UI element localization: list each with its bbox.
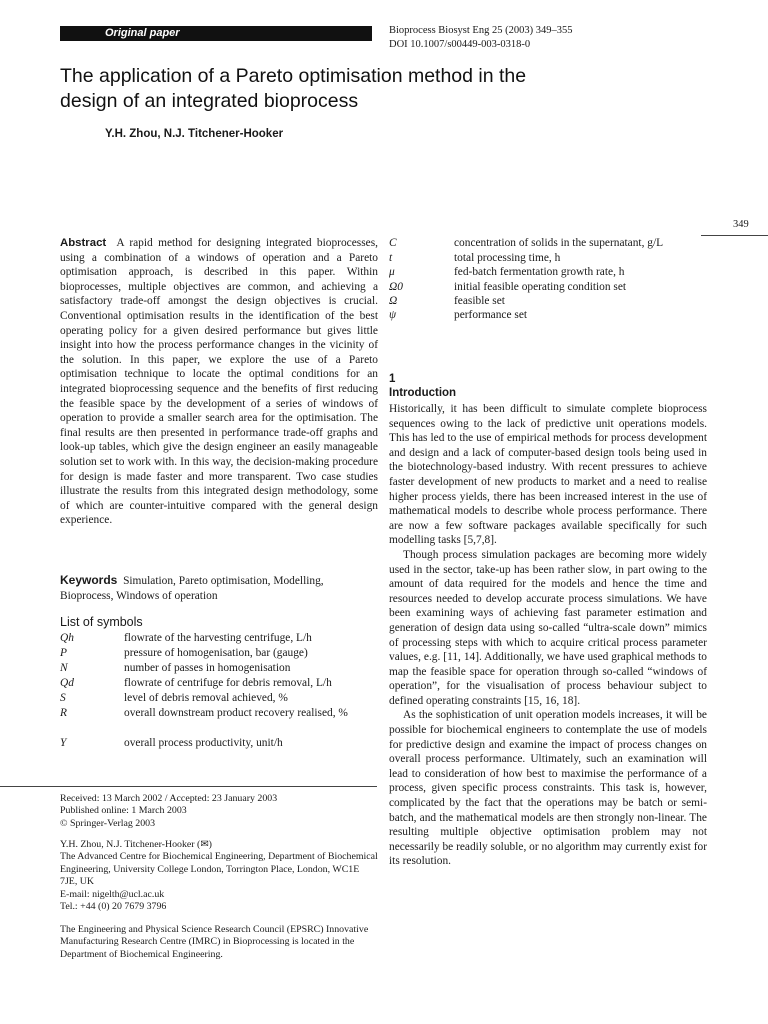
abstract-label: Abstract bbox=[60, 237, 107, 249]
symbol-desc: overall process productivity, unit/h bbox=[124, 737, 283, 749]
symbol-desc: flowrate of centrifuge for debris removal, L/h bbox=[124, 677, 332, 689]
footnote-rule bbox=[0, 786, 377, 787]
symbol: Qd bbox=[60, 677, 74, 689]
abstract bbox=[60, 236, 378, 528]
symbol: t bbox=[389, 252, 393, 264]
symbol: Ω bbox=[389, 295, 398, 307]
intro-paragraph: As the sophistication of unit operation models increases, it will be possible for biochemical engineers to contemplate the use of models for predictive design and examine the impact of process changes on overall process performance. Ultimately, such an examination will lead to consideration of how best to maximise the performance of a process, given specific process constraints. This task is, however, complicated by the fact that the operations may be batch or semi-batch, and the mathematical models are then strongly non-linear. The resulting multiple objective optimisation problem may not necessarily be readily soluble, or no algorithm may currently exist for its resolution. bbox=[389, 709, 707, 868]
published-date: Published online: 1 March 2003 bbox=[60, 805, 187, 817]
symbol: R bbox=[60, 707, 67, 719]
symbol-desc: feasible set bbox=[454, 295, 505, 307]
symbol-desc: overall downstream product recovery realised, % bbox=[124, 707, 348, 719]
page-number: 349 bbox=[733, 219, 749, 230]
symbol: N bbox=[60, 662, 68, 674]
article-type-label: Original paper bbox=[105, 27, 180, 39]
symbol: Ω0 bbox=[389, 281, 403, 293]
received-date: Received: 13 March 2002 / Accepted: 23 January 2003 bbox=[60, 793, 278, 804]
symbol-desc: performance set bbox=[454, 309, 528, 321]
symbol-desc: fed-batch fermentation growth rate, h bbox=[454, 266, 625, 278]
intro-paragraph: Historically, it has been difficult to simulate complete bioprocess sequences owing to the lack of predictive unit operations models. This has led to the use of empirical methods for process development and design and a lack of computer-based design tools being used in the biotechnology-based industry. With recent pressures to achieve faster development of new products to market and a need to realise higher process yields, there has been increased interest in the use of mathematical models to describe whole process performance. There are now a few software packages available specifically for such modelling tasks [5,7,8]. bbox=[389, 403, 707, 547]
contact-tel: Tel.: +44 (0) 20 7679 3796 bbox=[60, 901, 167, 913]
symbol-desc: pressure of homogenisation, bar (gauge) bbox=[124, 647, 308, 659]
symbol-desc: total processing time, h bbox=[454, 252, 561, 264]
symbol: P bbox=[60, 647, 67, 659]
journal-reference: Bioprocess Biosyst Eng 25 (2003) 349–355 bbox=[389, 25, 573, 36]
contact-email[interactable]: E-mail: nigelth@ucl.ac.uk bbox=[60, 888, 165, 900]
abstract-text: A rapid method for designing integrated bioprocesses, using a combination of a windows of operation and a Pareto optimisation approach, is described in this paper. Within bioprocesses, multiple objectives are common, and achieving a satisfactory trade-off amongst the design objectives is crucial. Conventional optimisation results in the identification of the best operating policy for a given desired performance but gives little insight into how the process performance changes in the vicinity of the solution. In this paper, we explore the use of a Pareto optimisation technique to locate the optimal conditions for an integrated bioprocessing sequence and the benefits of first reducing the feasible space by the development of a series of windows of operation to provide a smaller search area for the optimisation. The final results are then presented in performance trade-off graphs and look-up tables, which give the design engineer an easily manageable solution set to work with. In this way, the decision-making procedure for design is made faster and more transparent. Two case studies illustrate the results from this integrated design methodology, some of which are counter-intuitive compared with the general design experience. bbox=[60, 237, 378, 527]
paper-title: The application of a Pareto optimisation method in the design of an integrated bioprocess bbox=[60, 65, 527, 112]
symbol: C bbox=[389, 237, 397, 249]
symbol: ψ bbox=[389, 309, 397, 321]
symbol-desc: number of passes in homogenisation bbox=[124, 662, 291, 674]
contact-info bbox=[60, 839, 378, 913]
keywords bbox=[60, 573, 378, 603]
symbol: μ bbox=[389, 266, 395, 278]
symbol-desc: concentration of solids in the supernatant, g/L bbox=[454, 237, 664, 249]
symbol-desc: initial feasible operating condition set bbox=[454, 281, 627, 293]
symbol: Qh bbox=[60, 632, 74, 644]
symbol-desc: flowrate of the harvesting centrifuge, L/h bbox=[124, 632, 312, 644]
keywords-text: Simulation, Pareto optimisation, Modelling, Bioprocess, Windows of operation bbox=[60, 575, 324, 602]
symbol-desc: level of debris removal achieved, % bbox=[124, 692, 288, 704]
keywords-label: Keywords bbox=[60, 573, 118, 587]
copyright: © Springer-Verlag 2003 bbox=[60, 817, 156, 829]
author-list: Y.H. Zhou, N.J. Titchener-Hooker bbox=[105, 128, 284, 140]
contact-name: Y.H. Zhou, N.J. Titchener-Hooker (✉) bbox=[60, 839, 212, 850]
contact-affiliation: The Advanced Centre for Biochemical Engineering, Department of Biochemical Engineering, University College London, Torrington Place, London, WC1E 7JE, UK bbox=[60, 851, 378, 888]
section-title: Introduction bbox=[389, 387, 457, 399]
introduction-body bbox=[389, 402, 707, 869]
symbol: Y bbox=[60, 737, 67, 749]
symbol: S bbox=[60, 692, 66, 704]
intro-paragraph: Though process simulation packages are becoming more widely used in the sector, take-up has been rather slow, in part owing to the amount of data required for the models and hence the time and resources needed to develop accurate process simulations. We have been examining ways of achieving fast parameter estimation and generation of design data using so-called “ultra-scale down” mimics of processing steps with which to acquire critical process parameter values, e.g. [11, 14]. Additionally, we have used graphical methods to map the feasible space for operation through so-called “windows of operation”, for the visualisation of process behaviour subject to defined operating constraints [15, 16, 18]. bbox=[389, 548, 707, 707]
symbols-heading: List of symbols bbox=[60, 615, 143, 629]
doi: DOI 10.1007/s00449-003-0318-0 bbox=[389, 39, 531, 50]
section-number: 1 bbox=[389, 373, 396, 385]
article-dates bbox=[60, 793, 378, 830]
funding-note: The Engineering and Physical Science Research Council (EPSRC) Innovative Manufacturing Research Centre (IMRC) in Bioprocessing is located in the Department of Biochemical Engineering. bbox=[60, 924, 369, 960]
